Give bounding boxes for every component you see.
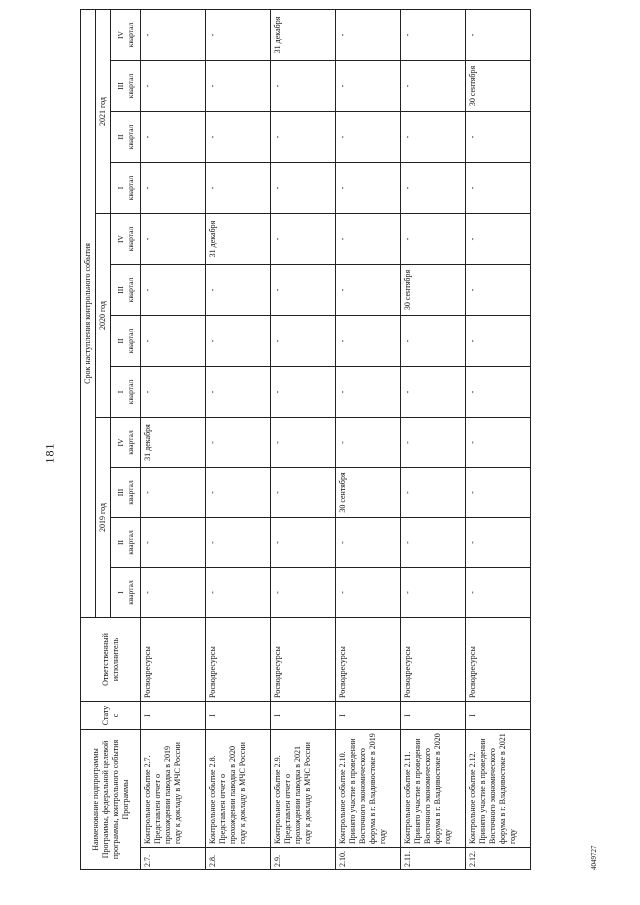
term-cell-empty: -	[466, 567, 531, 617]
term-cell-empty: -	[206, 264, 271, 315]
term-cell-empty: -	[336, 60, 401, 111]
term-cell-empty: -	[466, 9, 531, 60]
term-cell-empty: -	[466, 111, 531, 162]
term-cell-empty: -	[466, 315, 531, 366]
term-cell-empty: -	[271, 162, 336, 213]
row-status: I	[401, 701, 466, 729]
term-cell-empty: -	[401, 111, 466, 162]
quarter-header	[111, 9, 141, 60]
term-cell-empty: -	[206, 162, 271, 213]
quarter-word: квартал	[125, 480, 135, 505]
term-cell-empty: -	[141, 467, 206, 517]
table-row	[466, 9, 531, 869]
term-cell-empty: -	[206, 467, 271, 517]
table-row	[141, 9, 206, 869]
quarter-roman: IV	[116, 438, 126, 447]
header-year: 2021 год	[96, 9, 111, 213]
term-cell-date: 30 сентября	[336, 467, 401, 517]
header-year: 2019 год	[96, 417, 111, 617]
row-status: I	[271, 701, 336, 729]
term-cell-empty: -	[141, 567, 206, 617]
quarter-word: квартал	[125, 226, 135, 252]
quarter-roman: III	[116, 82, 126, 90]
row-name: Контрольное событие 2.10. Принято участие в проведении Восточного экономического форума в г. Владивостоке в 2019 году	[336, 729, 401, 847]
quarter-word: квартал	[125, 124, 135, 150]
header-executor: Ответственный исполнитель	[81, 617, 141, 701]
term-cell-empty: -	[401, 162, 466, 213]
quarter-roman: III	[116, 488, 126, 497]
row-number: 2.8.	[206, 848, 271, 870]
term-cell-empty: -	[271, 213, 336, 264]
quarter-header	[111, 567, 141, 617]
term-cell-empty: -	[206, 517, 271, 567]
row-executor: Росводресурсы	[141, 617, 206, 701]
term-cell-empty: -	[401, 517, 466, 567]
quarter-word: квартал	[125, 73, 135, 99]
term-cell-empty: -	[141, 213, 206, 264]
quarter-word: квартал	[125, 328, 135, 354]
term-cell-empty: -	[336, 162, 401, 213]
quarter-header	[111, 467, 141, 517]
term-cell-empty: -	[336, 567, 401, 617]
row-number: 2.9.	[271, 848, 336, 870]
term-cell-empty: -	[336, 417, 401, 467]
quarter-roman: IV	[116, 235, 126, 243]
term-cell-date: 31 декабря	[141, 417, 206, 467]
quarter-roman: II	[116, 134, 126, 140]
header-name: Наименование подпрограммы Программы, федеральной целевой программы, контрольного события Программы	[81, 729, 141, 869]
term-cell-empty: -	[141, 162, 206, 213]
term-cell-empty: -	[141, 315, 206, 366]
term-cell-empty: -	[206, 366, 271, 417]
term-cell-empty: -	[401, 417, 466, 467]
term-cell-empty: -	[336, 517, 401, 567]
quarter-roman: III	[116, 286, 126, 294]
quarter-header	[111, 417, 141, 467]
quarter-word: квартал	[125, 580, 135, 605]
term-cell-empty: -	[336, 366, 401, 417]
term-cell-empty: -	[271, 467, 336, 517]
quarter-roman: II	[116, 539, 126, 545]
term-cell-empty: -	[336, 264, 401, 315]
table-row	[401, 9, 466, 869]
term-cell-date: 30 сентября	[466, 60, 531, 111]
quarter-roman: I	[116, 591, 126, 594]
term-cell-empty: -	[141, 517, 206, 567]
quarter-header	[111, 162, 141, 213]
term-cell-empty: -	[141, 60, 206, 111]
quarter-roman: I	[116, 390, 126, 394]
term-cell-empty: -	[141, 111, 206, 162]
header-term: Срок наступления контрольного события	[81, 9, 96, 617]
quarter-header	[111, 315, 141, 366]
quarter-word: квартал	[125, 277, 135, 303]
term-cell-empty: -	[401, 9, 466, 60]
term-cell-date: 30 сентября	[401, 264, 466, 315]
row-executor: Росводресурсы	[466, 617, 531, 701]
term-cell-empty: -	[271, 517, 336, 567]
term-cell-empty: -	[271, 264, 336, 315]
row-number: 2.11.	[401, 848, 466, 870]
term-cell-empty: -	[271, 315, 336, 366]
term-cell-empty: -	[466, 417, 531, 467]
term-cell-empty: -	[206, 567, 271, 617]
term-cell-date: 31 декабря	[271, 9, 336, 60]
row-status: I	[206, 701, 271, 729]
term-cell-empty: -	[401, 366, 466, 417]
term-cell-empty: -	[466, 366, 531, 417]
row-executor: Росводресурсы	[401, 617, 466, 701]
term-cell-empty: -	[271, 366, 336, 417]
row-name: Контрольное событие 2.11. Принято участие в проведении Восточного экономического форума в г. Владивостоке в 2020 году	[401, 729, 466, 847]
term-cell-empty: -	[336, 213, 401, 264]
term-cell-empty: -	[401, 60, 466, 111]
term-cell-empty: -	[336, 111, 401, 162]
row-status: I	[466, 701, 531, 729]
term-cell-empty: -	[206, 60, 271, 111]
quarter-header	[111, 213, 141, 264]
header-year: 2020 год	[96, 213, 111, 417]
quarter-header	[111, 60, 141, 111]
quarter-header	[111, 111, 141, 162]
term-cell-empty: -	[401, 213, 466, 264]
table-row	[336, 9, 401, 869]
term-cell-date: 31 декабря	[206, 213, 271, 264]
header-status: Статус	[81, 701, 141, 729]
term-cell-empty: -	[466, 517, 531, 567]
row-status: I	[141, 701, 206, 729]
table-row	[271, 9, 336, 869]
term-cell-empty: -	[206, 417, 271, 467]
row-name: Контрольное событие 2.9. Представлен отчет о прохождении паводка в 2021 году к докладу в МЧС России	[271, 729, 336, 847]
quarter-roman: I	[116, 186, 126, 190]
term-cell-empty: -	[466, 467, 531, 517]
term-cell-empty: -	[401, 315, 466, 366]
term-cell-empty: -	[141, 9, 206, 60]
control-events-table	[80, 9, 531, 870]
row-name: Контрольное событие 2.8. Представлен отчет о прохождении паводка в 2020 году к докладу в МЧС России	[206, 729, 271, 847]
row-executor: Росводресурсы	[206, 617, 271, 701]
rotated-table-wrapper	[80, 10, 620, 870]
page-number: 181	[42, 442, 57, 464]
term-cell-empty: -	[271, 567, 336, 617]
term-cell-empty: -	[336, 9, 401, 60]
row-executor: Росводресурсы	[336, 617, 401, 701]
term-cell-empty: -	[271, 111, 336, 162]
quarter-word: квартал	[125, 175, 135, 201]
term-cell-empty: -	[271, 60, 336, 111]
quarter-header	[111, 366, 141, 417]
term-cell-empty: -	[141, 366, 206, 417]
row-name: Контрольное событие 2.7. Представлен отчет о прохождении паводка в 2019 году к докладу в МЧС России	[141, 729, 206, 847]
quarter-roman: IV	[116, 31, 126, 39]
row-number: 2.7.	[141, 848, 206, 870]
term-cell-empty: -	[206, 111, 271, 162]
term-cell-empty: -	[206, 9, 271, 60]
term-cell-empty: -	[401, 567, 466, 617]
quarter-word: квартал	[125, 22, 135, 48]
row-number: 2.12.	[466, 848, 531, 870]
term-cell-empty: -	[466, 264, 531, 315]
quarter-word: квартал	[125, 379, 135, 405]
term-cell-empty: -	[466, 213, 531, 264]
row-name: Контрольное событие 2.12. Принято участие в проведении Восточного экономического форума в г. Владивостоке в 2021 году	[466, 729, 531, 847]
term-cell-empty: -	[206, 315, 271, 366]
quarter-word: квартал	[125, 530, 135, 555]
quarter-roman: II	[116, 338, 126, 344]
term-cell-empty: -	[141, 264, 206, 315]
row-status: I	[336, 701, 401, 729]
term-cell-empty: -	[271, 417, 336, 467]
term-cell-empty: -	[401, 467, 466, 517]
quarter-word: квартал	[125, 430, 135, 455]
table-body	[141, 9, 531, 869]
footer-code: 4049727	[590, 845, 598, 870]
row-number: 2.10.	[336, 848, 401, 870]
row-executor: Росводресурсы	[271, 617, 336, 701]
term-cell-empty: -	[466, 162, 531, 213]
table-row	[206, 9, 271, 869]
quarter-header	[111, 264, 141, 315]
quarter-header	[111, 517, 141, 567]
term-cell-empty: -	[336, 315, 401, 366]
